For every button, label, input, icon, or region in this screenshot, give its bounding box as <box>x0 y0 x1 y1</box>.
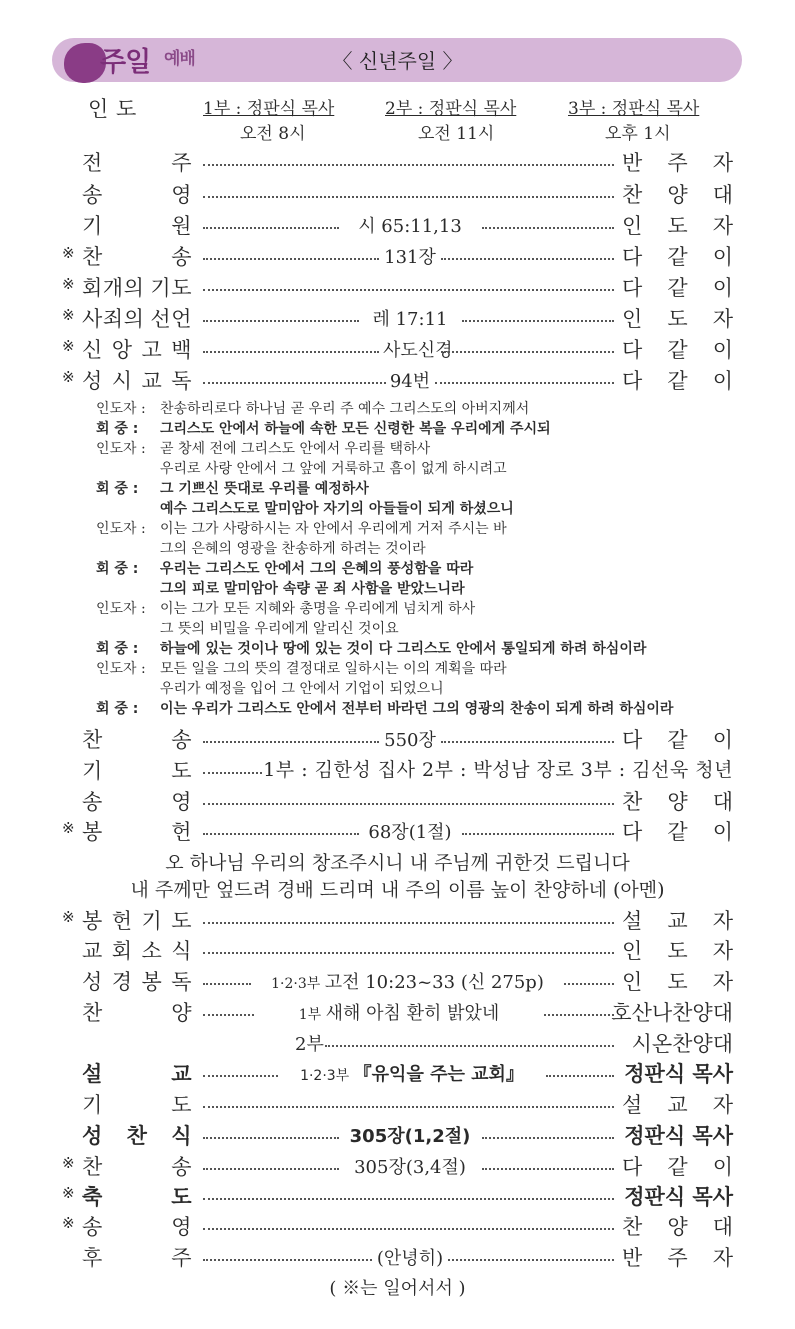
item-person: 정판식 목사 <box>624 1124 733 1148</box>
dotted-leader <box>203 382 386 384</box>
item-reference: 68장(1절) <box>368 822 452 843</box>
leader-service-3: 3부 : 정판식 목사 <box>568 99 700 119</box>
item-detail <box>343 1122 478 1148</box>
item-person <box>622 334 733 364</box>
item-label-part: 후 <box>82 1246 103 1270</box>
item-label-part: 봉 <box>82 909 103 933</box>
page-title: 〈 신년주일 〉 <box>332 49 463 73</box>
stand-mark: ※ <box>62 306 76 324</box>
dotted-leader <box>203 351 379 353</box>
item-person-part: 도 <box>667 214 688 238</box>
dotted-leader <box>544 1014 614 1016</box>
dotted-leader <box>203 1228 614 1230</box>
item-label-part: 성 <box>82 1124 103 1148</box>
dotted-leader <box>448 1259 614 1261</box>
dotted-leader <box>435 382 615 384</box>
item-label <box>82 179 192 209</box>
item-person-part: 도 <box>667 307 688 331</box>
item-person <box>622 365 733 395</box>
dotted-leader <box>203 983 251 985</box>
item-label-part: 영 <box>171 790 192 814</box>
item-label-part: 백 <box>171 338 192 362</box>
item-person <box>622 179 733 209</box>
item-detail <box>255 968 560 994</box>
dotted-leader <box>203 289 614 291</box>
logo-small-text: 예배 <box>164 49 195 69</box>
item-label-part: 도 <box>171 1093 192 1117</box>
item-detail <box>258 999 540 1025</box>
congregation-line: 우리는 그리스도 안에서 그의 은혜의 풍성함을 따라 <box>160 561 474 577</box>
item-person-part: 같 <box>667 338 688 362</box>
responsive-role: 회 중 : <box>96 481 139 497</box>
dotted-leader <box>441 351 614 353</box>
item-label-part: 독 <box>171 970 192 994</box>
dotted-leader <box>203 833 359 835</box>
responsive-role: 회 중 : <box>96 701 139 717</box>
leader-line: 모든 일을 그의 뜻의 결정대로 일하시는 이의 계획을 따라 <box>160 661 507 677</box>
item-label <box>82 1089 192 1119</box>
dotted-leader <box>441 741 614 743</box>
item-label-part: 기도 <box>150 276 192 300</box>
item-person: 정판식 목사 <box>624 1062 733 1086</box>
item-detail <box>383 336 453 362</box>
service-part: 1·2·3부 <box>271 976 325 992</box>
leader-service-2: 2부 : 정판식 목사 <box>385 99 517 119</box>
item-label-part: 시 <box>111 369 133 393</box>
item-label <box>82 365 192 395</box>
item-label-part: 기 <box>82 759 103 783</box>
dotted-leader <box>482 1137 615 1139</box>
dotted-leader <box>441 258 614 260</box>
item-label-part: 성 <box>82 369 103 393</box>
item-person-part: 자 <box>712 151 733 175</box>
dotted-leader <box>203 1198 614 1200</box>
item-label <box>82 755 192 785</box>
item-person-part: 양 <box>667 1215 688 1239</box>
item-label <box>82 786 192 816</box>
item-label-part: 양 <box>171 1001 192 1025</box>
item-detail <box>363 818 458 844</box>
item-detail <box>390 367 431 393</box>
dotted-leader <box>203 258 379 260</box>
offering-song-line-2: 내 주께만 엎드려 경배 드리며 내 주의 이름 높이 찬양하네 (아멘) <box>130 879 665 901</box>
item-reference: 305장(1,2절) <box>349 1126 471 1147</box>
item-label-part: 찬 <box>82 245 103 269</box>
item-label-part: 찬 <box>126 1124 148 1148</box>
item-reference: (안녕히) <box>376 1248 444 1269</box>
congregation-line: 그리스도 안에서 하늘에 속한 모든 신령한 복을 우리에게 주시되 <box>160 421 551 437</box>
leader-line: 우리로 사랑 안에서 그 앞에 거룩하고 흠이 없게 하시려고 <box>160 461 507 477</box>
item-person-part: 교 <box>667 909 688 933</box>
item-person-part: 자 <box>712 1246 733 1270</box>
responsive-role: 인도자 : <box>96 661 146 677</box>
item-label-part: 송 <box>171 245 192 269</box>
leader-time-3: 오후 1시 <box>605 124 671 144</box>
item-person-part: 이 <box>712 369 733 393</box>
leader-line: 이는 그가 모든 지혜와 총명을 우리에게 넘치게 하사 <box>160 601 476 617</box>
item-person <box>622 1242 733 1272</box>
item-person-part: 같 <box>667 276 688 300</box>
item-person-part: 대 <box>712 183 733 207</box>
dotted-leader <box>203 227 339 229</box>
item-person-part: 같 <box>667 369 688 393</box>
item-label-part: 식 <box>171 939 192 963</box>
item-person-part: 다 <box>622 338 643 362</box>
congregation-line: 그의 피로 말미암아 속량 곧 죄 사함을 받았느니라 <box>160 581 465 597</box>
item-label-part: 설 <box>82 1062 103 1086</box>
dotted-leader <box>203 1014 254 1016</box>
item-person-part: 자 <box>712 970 733 994</box>
leader-time-2: 오전 11시 <box>418 124 495 144</box>
item-label-part: 신 <box>82 338 103 362</box>
item-person-part: 같 <box>667 245 688 269</box>
dotted-leader <box>203 1259 372 1261</box>
service-part: 1부 <box>298 1007 326 1023</box>
item-label-part: 기 <box>82 214 103 238</box>
dotted-leader <box>203 1106 614 1108</box>
responsive-role: 회 중 : <box>96 641 139 657</box>
item-label-part: 헌 <box>171 820 192 844</box>
responsive-role: 회 중 : <box>96 561 139 577</box>
item-person-part: 교 <box>667 1093 688 1117</box>
item-person-part: 설 <box>622 1093 643 1117</box>
item-label <box>82 935 192 965</box>
item-person-part: 대 <box>712 790 733 814</box>
leader-line: 그의 은혜의 영광을 찬송하게 하려는 것이라 <box>160 541 426 557</box>
item-person-part: 찬 <box>622 790 643 814</box>
item-label-part: 봉 <box>141 970 163 994</box>
item-person-part: 같 <box>667 1155 688 1179</box>
item-label-part: 송 <box>171 728 192 752</box>
item-label <box>82 241 192 271</box>
dotted-leader <box>546 1075 614 1077</box>
item-label-part: 앙 <box>111 338 133 362</box>
item-person-part: 반 <box>622 1246 643 1270</box>
item-person-part: 이 <box>712 276 733 300</box>
item-label-part: 축 <box>82 1185 103 1209</box>
footer-note: ( ※는 일어서서 ) <box>329 1278 466 1299</box>
item-person-part: 다 <box>622 728 643 752</box>
item-label-part: 송 <box>82 790 103 814</box>
item-reference: 새해 아침 환히 밝았네 <box>325 1003 500 1024</box>
item-label-part: 찬 <box>82 728 103 752</box>
stand-mark: ※ <box>62 337 76 355</box>
item-person-part: 반 <box>622 151 643 175</box>
item-label-part: 전 <box>82 151 103 175</box>
stand-mark: ※ <box>62 819 76 837</box>
item-reference: 131장 <box>384 247 436 268</box>
dotted-leader <box>203 1168 339 1170</box>
item-person: 시온찬양대 <box>631 1032 733 1056</box>
dotted-leader <box>462 833 615 835</box>
item-person-part: 자 <box>712 909 733 933</box>
prayer-leaders: 1부 : 김한성 집사 2부 : 박성남 장로 3부 : 김선욱 청년 <box>263 759 733 781</box>
item-detail <box>376 1244 444 1270</box>
item-label <box>82 1242 192 1272</box>
stand-mark: ※ <box>62 1154 76 1172</box>
item-reference: 94번 <box>389 371 431 392</box>
responsive-role: 인도자 : <box>96 521 146 537</box>
item-person <box>622 1151 733 1181</box>
dotted-leader <box>564 983 614 985</box>
item-person-part: 이 <box>712 820 733 844</box>
item-person-part: 다 <box>622 1155 643 1179</box>
item-label-part: 봉 <box>82 820 103 844</box>
dotted-leader <box>203 164 614 166</box>
item-person-part: 주 <box>667 1246 688 1270</box>
item-label <box>82 816 192 846</box>
item-label-part: 회개의 <box>82 276 145 300</box>
responsive-role: 인도자 : <box>96 441 146 457</box>
item-label <box>82 966 192 996</box>
item-label <box>82 1211 192 1241</box>
stand-mark: ※ <box>62 1184 76 1202</box>
item-person-part: 다 <box>622 245 643 269</box>
item-person-part: 이 <box>712 245 733 269</box>
item-person-part: 찬 <box>622 183 643 207</box>
item-reference: 고전 10:23~33 (신 275p) <box>324 972 544 993</box>
item-label-part: 도 <box>171 909 192 933</box>
item-reference: 305장(3,4절) <box>354 1157 466 1178</box>
item-label-part: 회 <box>111 939 133 963</box>
item-reference: 레 17:11 <box>372 309 448 330</box>
item-person-part: 대 <box>712 1215 733 1239</box>
item-label <box>82 724 192 754</box>
dotted-leader <box>203 952 614 954</box>
item-label <box>82 905 192 935</box>
service-part: 1·2·3부 <box>300 1068 354 1084</box>
item-person-part: 자 <box>712 939 733 963</box>
item-label-part: 도 <box>171 759 192 783</box>
item-label <box>82 147 192 177</box>
item-person-part: 도 <box>667 939 688 963</box>
leaders-label: 인 도 <box>88 97 137 121</box>
item-reference: 550장 <box>384 730 436 751</box>
dotted-leader <box>203 741 379 743</box>
item-person <box>622 210 733 240</box>
item-label-part: 성 <box>82 970 103 994</box>
item-label <box>82 303 192 333</box>
item-person <box>622 241 733 271</box>
item-person <box>622 147 733 177</box>
item-person-part: 도 <box>667 970 688 994</box>
item-person-part: 양 <box>667 790 688 814</box>
item-person <box>622 935 733 965</box>
item-person-part: 이 <box>712 728 733 752</box>
item-label-part: 교 <box>141 369 163 393</box>
item-label-part: 교 <box>171 1062 192 1086</box>
service-part: 2부 <box>295 1034 324 1055</box>
item-reference: 시 65:11,13 <box>358 216 462 237</box>
item-person-part: 설 <box>622 909 643 933</box>
dotted-leader <box>203 803 614 805</box>
dotted-leader <box>325 1045 614 1047</box>
item-label <box>82 1181 192 1211</box>
responsive-role: 인도자 : <box>96 401 146 417</box>
stand-mark: ※ <box>62 244 76 262</box>
item-person <box>622 272 733 302</box>
item-label-part: 헌 <box>111 909 133 933</box>
item-person <box>622 303 733 333</box>
stand-mark: ※ <box>62 275 76 293</box>
item-label-part: 식 <box>171 1124 192 1148</box>
congregation-line: 예수 그리스도로 말미암아 자기의 아들들이 되게 하셨으니 <box>160 501 514 517</box>
dotted-leader <box>203 772 262 774</box>
item-label <box>82 272 192 302</box>
item-reference: 『유익을 주는 교회』 <box>353 1064 524 1085</box>
item-label-part: 교 <box>82 939 103 963</box>
stand-mark: ※ <box>62 368 76 386</box>
leader-line: 그 뜻의 비밀을 우리에게 알리신 것이요 <box>160 621 399 637</box>
item-person: 정판식 목사 <box>624 1185 733 1209</box>
item-label-part: 송 <box>82 183 103 207</box>
item-detail <box>383 243 437 269</box>
item-label-part: 원 <box>171 214 192 238</box>
item-person-part: 같 <box>667 728 688 752</box>
item-person-part: 다 <box>622 369 643 393</box>
item-person: 호산나찬양대 <box>611 1001 733 1025</box>
item-label-part: 기 <box>141 909 163 933</box>
leader-service-1: 1부 : 정판식 목사 <box>203 99 335 119</box>
logo-main-text: 주일 <box>100 47 151 78</box>
item-label <box>82 1120 192 1150</box>
leader-line: 이는 그가 사랑하시는 자 안에서 우리에게 거저 주시는 바 <box>160 521 507 537</box>
congregation-line: 하늘에 있는 것이나 땅에 있는 것이 다 그리스도 안에서 통일되게 하려 하심이라 <box>160 641 647 657</box>
item-person-part: 인 <box>622 970 643 994</box>
item-person-part: 이 <box>712 338 733 362</box>
item-person-part: 자 <box>712 1093 733 1117</box>
item-label-part: 사죄의 <box>82 307 145 331</box>
item-person-part: 주 <box>667 151 688 175</box>
item-person-part: 다 <box>622 820 643 844</box>
item-detail <box>282 1060 542 1086</box>
item-person-part: 자 <box>712 214 733 238</box>
leader-line: 우리가 예정을 입어 그 안에서 기업이 되었으니 <box>160 681 444 697</box>
item-label-part: 찬 <box>82 1001 103 1025</box>
responsive-role: 회 중 : <box>96 421 139 437</box>
item-reference: 사도신경 <box>383 340 453 361</box>
item-person <box>622 816 733 846</box>
leader-time-1: 오전 8시 <box>240 124 306 144</box>
leader-line: 곧 창세 전에 그리스도 안에서 우리를 택하사 <box>160 441 431 457</box>
item-label <box>82 997 192 1027</box>
item-person-part: 자 <box>712 307 733 331</box>
leader-line: 찬송하리로다 하나님 곧 우리 주 예수 그리스도의 아버지께서 <box>160 401 530 417</box>
item-label-part: 송 <box>82 1215 103 1239</box>
item-person <box>622 905 733 935</box>
item-person <box>622 786 733 816</box>
item-person-part: 찬 <box>622 1215 643 1239</box>
item-person-part: 같 <box>667 820 688 844</box>
item-label-part: 선언 <box>150 307 192 331</box>
item-label-part: 송 <box>171 1155 192 1179</box>
item-person-part: 인 <box>622 214 643 238</box>
item-person-part: 인 <box>622 939 643 963</box>
stand-mark: ※ <box>62 1214 76 1232</box>
item-detail <box>343 212 478 238</box>
item-person <box>622 1089 733 1119</box>
item-label <box>82 1058 192 1088</box>
item-label-part: 도 <box>171 1185 192 1209</box>
item-label <box>82 210 192 240</box>
item-label-part: 영 <box>171 183 192 207</box>
item-label <box>82 1151 192 1181</box>
item-label-part: 고 <box>141 338 163 362</box>
stand-mark: ※ <box>62 908 76 926</box>
dotted-leader <box>203 1137 339 1139</box>
item-person <box>622 724 733 754</box>
offering-song-line-1: 오 하나님 우리의 창조주시니 내 주님께 귀한것 드립니다 <box>165 852 630 874</box>
item-label-part: 주 <box>171 151 192 175</box>
congregation-line: 이는 우리가 그리스도 안에서 전부터 바라던 그의 영광의 찬송이 되게 하려 하심이라 <box>160 701 674 717</box>
item-detail <box>363 305 458 331</box>
dotted-leader <box>462 320 615 322</box>
item-label-part: 찬 <box>82 1155 103 1179</box>
item-person-part: 양 <box>667 183 688 207</box>
congregation-line: 그 기쁘신 뜻대로 우리를 예정하사 <box>160 481 369 497</box>
item-person-part: 이 <box>712 1155 733 1179</box>
dotted-leader <box>203 1075 278 1077</box>
item-detail <box>343 1153 478 1179</box>
dotted-leader <box>203 196 614 198</box>
item-label-part: 독 <box>171 369 192 393</box>
item-label <box>82 334 192 364</box>
item-person-part: 다 <box>622 276 643 300</box>
item-label-part: 주 <box>171 1246 192 1270</box>
item-person-part: 인 <box>622 307 643 331</box>
item-detail <box>383 726 437 752</box>
item-label-part: 영 <box>171 1215 192 1239</box>
item-label-part: 기 <box>82 1093 103 1117</box>
dotted-leader <box>203 320 359 322</box>
item-label-part: 소 <box>141 939 163 963</box>
responsive-role: 인도자 : <box>96 601 146 617</box>
item-person <box>622 966 733 996</box>
dotted-leader <box>482 227 615 229</box>
item-person <box>622 1211 733 1241</box>
dotted-leader <box>203 922 614 924</box>
dotted-leader <box>482 1168 615 1170</box>
item-label-part: 경 <box>111 970 133 994</box>
